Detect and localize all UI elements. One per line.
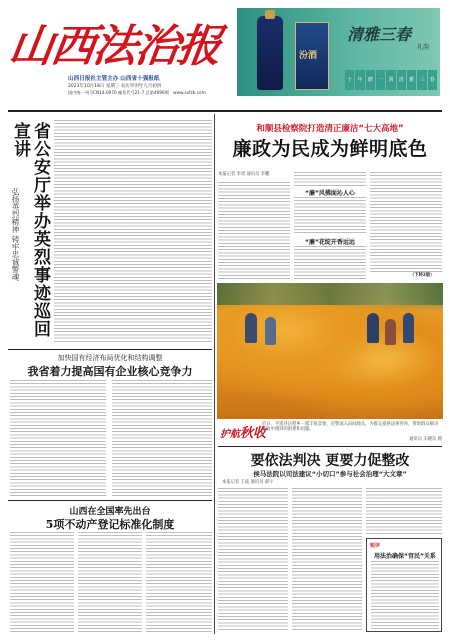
article-body [112,380,212,496]
photo-caption-label [220,422,266,441]
lead-headline: 廉政为民成为鲜明底色 [232,138,428,160]
left-divider-1 [8,349,212,350]
masthead-website: www.sxfzb.com [173,90,206,95]
bottom-headline: 要依法判决 更要力促整改 [250,453,410,469]
article-title: 我省着力提高国有企业核心竞争力 [27,365,193,378]
lead-byline: 本报记者 李勇 通讯员 李鹏 [218,172,270,177]
commentary-box [366,538,442,632]
lead-section-heading: “廉”风拂面沁人心 [305,190,355,197]
kicker: 加快国有经济布局优化和结构调整 [57,354,163,362]
photo-caption-label-2: 秋收 [240,426,267,441]
commentary-label: 短评 [370,543,381,549]
ad-panel: 清 [397,70,406,90]
photo-figure [385,319,396,345]
article-body [10,380,106,496]
ad-subtitle: 礼韵 [417,44,430,51]
commentary-title: 用法治确保“官民”关系 [374,553,436,560]
ad-panel: 剑 [386,70,395,90]
photo-credit: 通讯员 宋晓东 摄 [409,437,442,442]
ad-panel: 三 [417,70,426,90]
ad-panel-strip [345,70,437,90]
photo-figure [403,313,414,343]
bottom-body [366,488,442,534]
ad-panel: 年 [355,70,364,90]
masthead-slogan: 山西日报社主管主办 山西省十强报纸 [68,76,160,82]
ad-panel: 磨 [366,70,375,90]
photo-caption-label-1: 护航 [220,429,240,440]
lead-body [294,197,366,235]
photo-divider [218,446,442,447]
masthead-issn-row [68,90,238,96]
photo-trees [217,283,443,305]
bottom-body [218,488,288,632]
bottle-cap [265,10,275,19]
ad-panel: 一 [376,70,385,90]
vertical-headline-block [10,118,50,346]
bottle-shape [257,16,283,90]
photo-figure [367,313,379,343]
bottom-subheadline: 侯马法院以司法建议“小切口”参与社会治理“大文章” [253,470,407,478]
kicker: 山西在全国率先出台 [69,507,151,517]
ad-panel: 十 [345,70,354,90]
ad-series-title: 清雅三春 [347,25,412,44]
lead-section-heading: “廉”花绽开香远远 [305,239,355,246]
newspaper-logo: 山西法治报 [5,21,223,72]
lead-body [370,172,442,272]
masthead [5,8,225,106]
liquor-advertisement [237,8,440,96]
lead-body [218,182,290,280]
vertical-subhead: 弘扬英烈精神 铸牢忠诚警魂 [11,188,20,281]
masthead-edition: 2023年10月18日 星期三 农历癸卯年九月初四 [68,84,162,89]
commentary-body [371,561,439,629]
lead-continued: （下转2版） [410,273,435,278]
masthead-issn: 国内统一刊号CN14-0070 邮发代号21-7 总第4696期 [68,90,169,95]
ad-panel: 春 [428,70,437,90]
article-body [10,532,74,632]
ad-panel: 雅 [407,70,416,90]
left-column-divider [214,114,215,634]
lead-kicker: 和顺县检察院打造清正廉洁“七大高地” [256,124,404,134]
vertical-headline: 省公安厅举办英烈事迹巡回宣讲 [10,122,50,338]
ad-brand: 汾酒 [299,51,318,61]
masthead-rule [8,110,442,112]
article-body [146,532,212,632]
harvest-photo [217,283,443,419]
article-title: 5项不动产登记标准化制度 [45,518,175,531]
left-divider-2 [8,500,212,501]
photo-caption: 近日，平遥县岳壁乡一派丰收景象，民警深入田间地头，为群众提供法律咨询，帮助群众解决秋收中遇到的困难和问题。 [262,422,439,432]
vertical-article-body [54,120,212,344]
lead-body [294,246,366,280]
bottom-body [292,488,362,632]
photo-figure [265,317,276,345]
bottom-byline: 本报记者 王波 通讯员 郝宇 [222,480,274,485]
article-body [78,532,142,632]
photo-figure [245,313,257,343]
lead-body [294,172,366,186]
